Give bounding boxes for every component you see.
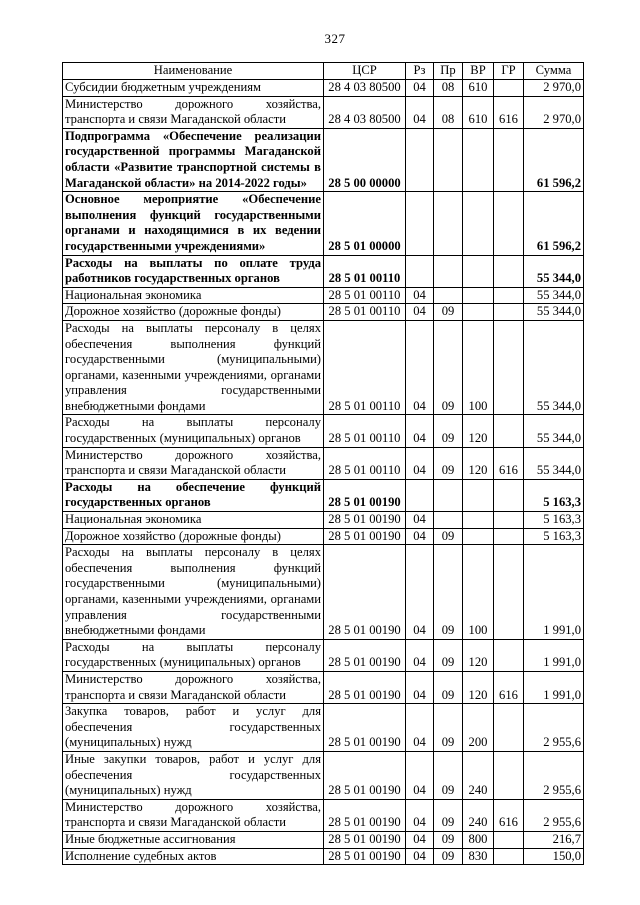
cell-sum: 1 991,0 [524, 639, 584, 671]
cell-vr: 800 [463, 831, 494, 848]
cell-rz: 04 [406, 512, 434, 529]
cell-csr: 28 5 01 00000 [324, 192, 406, 255]
cell-vr: 100 [463, 320, 494, 415]
cell-name: Исполнение судебных актов [63, 848, 324, 865]
cell-csr: 28 5 01 00190 [324, 639, 406, 671]
cell-vr [463, 304, 494, 321]
table-row [63, 831, 584, 848]
table-row [63, 528, 584, 545]
cell-pr: 09 [434, 320, 463, 415]
cell-csr: 28 4 03 80500 [324, 80, 406, 97]
cell-rz: 04 [406, 639, 434, 671]
cell-sum: 2 955,6 [524, 704, 584, 752]
cell-pr: 09 [434, 704, 463, 752]
column-header-2: Рз [406, 63, 434, 80]
cell-sum: 1 991,0 [524, 671, 584, 703]
cell-csr: 28 5 00 00000 [324, 128, 406, 191]
table-row [63, 80, 584, 97]
column-header-6: Сумма [524, 63, 584, 80]
cell-rz: 04 [406, 799, 434, 831]
table-row [63, 128, 584, 191]
cell-rz: 04 [406, 545, 434, 640]
cell-pr [434, 128, 463, 191]
cell-rz: 04 [406, 415, 434, 447]
cell-gr [494, 304, 524, 321]
cell-name: Расходы на выплаты персоналу в целях обеспечения выполнения функций государственными (муниципальными) органами, казенными учреждениями, органами управления государственными внебюджетными фондами [63, 320, 324, 415]
cell-gr [494, 479, 524, 511]
budget-table-body [63, 80, 584, 865]
cell-gr [494, 831, 524, 848]
cell-csr: 28 4 03 80500 [324, 96, 406, 128]
cell-name: Расходы на выплаты персоналу государственных (муниципальных) органов [63, 415, 324, 447]
cell-sum: 55 344,0 [524, 304, 584, 321]
cell-sum: 55 344,0 [524, 320, 584, 415]
cell-gr: 616 [494, 96, 524, 128]
table-row [63, 287, 584, 304]
table-row [63, 545, 584, 640]
cell-pr: 08 [434, 80, 463, 97]
cell-rz: 04 [406, 671, 434, 703]
cell-vr [463, 255, 494, 287]
table-row [63, 639, 584, 671]
cell-vr: 240 [463, 799, 494, 831]
cell-sum: 5 163,3 [524, 528, 584, 545]
cell-csr: 28 5 01 00110 [324, 287, 406, 304]
cell-rz: 04 [406, 447, 434, 479]
table-row [63, 799, 584, 831]
cell-name: Расходы на выплаты по оплате труда работников государственных органов [63, 255, 324, 287]
cell-sum: 2 970,0 [524, 96, 584, 128]
cell-vr: 240 [463, 751, 494, 799]
cell-gr [494, 128, 524, 191]
cell-vr: 120 [463, 447, 494, 479]
cell-rz: 04 [406, 304, 434, 321]
cell-vr: 610 [463, 80, 494, 97]
cell-vr [463, 192, 494, 255]
cell-name: Дорожное хозяйство (дорожные фонды) [63, 304, 324, 321]
cell-gr [494, 192, 524, 255]
cell-pr [434, 287, 463, 304]
cell-gr [494, 545, 524, 640]
cell-vr [463, 512, 494, 529]
cell-pr: 08 [434, 96, 463, 128]
cell-name: Субсидии бюджетным учреждениям [63, 80, 324, 97]
cell-name: Национальная экономика [63, 287, 324, 304]
cell-pr: 09 [434, 751, 463, 799]
cell-csr: 28 5 01 00190 [324, 528, 406, 545]
cell-sum: 55 344,0 [524, 255, 584, 287]
cell-sum: 5 163,3 [524, 512, 584, 529]
cell-sum: 55 344,0 [524, 447, 584, 479]
cell-rz: 04 [406, 848, 434, 865]
table-row [63, 848, 584, 865]
cell-csr: 28 5 01 00190 [324, 704, 406, 752]
cell-name: Расходы на обеспечение функций государственных органов [63, 479, 324, 511]
table-row [63, 415, 584, 447]
cell-name: Расходы на выплаты персоналу в целях обеспечения выполнения функций государственными (муниципальными) органами, казенными учреждениями, органами управления государственными внебюджетными фондами [63, 545, 324, 640]
cell-vr: 120 [463, 671, 494, 703]
cell-sum: 2 955,6 [524, 751, 584, 799]
cell-pr [434, 512, 463, 529]
cell-sum: 2 970,0 [524, 80, 584, 97]
cell-vr: 830 [463, 848, 494, 865]
column-header-4: ВР [463, 63, 494, 80]
cell-rz [406, 192, 434, 255]
cell-sum: 1 991,0 [524, 545, 584, 640]
cell-pr [434, 255, 463, 287]
cell-gr [494, 751, 524, 799]
cell-gr: 616 [494, 447, 524, 479]
cell-gr [494, 512, 524, 529]
cell-pr: 09 [434, 447, 463, 479]
column-header-0: Наименование [63, 63, 324, 80]
cell-pr: 09 [434, 671, 463, 703]
cell-name: Подпрограмма «Обеспечение реализации государственной программы Магаданской области «Развитие транспортной системы в Магаданской области» на 2014-2022 годы» [63, 128, 324, 191]
cell-csr: 28 5 01 00110 [324, 255, 406, 287]
cell-pr [434, 479, 463, 511]
cell-name: Иные закупки товаров, работ и услуг для обеспечения государственных (муниципальных) нужд [63, 751, 324, 799]
budget-table [62, 62, 584, 865]
cell-gr [494, 287, 524, 304]
table-row [63, 479, 584, 511]
cell-vr [463, 479, 494, 511]
column-header-5: ГР [494, 63, 524, 80]
cell-csr: 28 5 01 00190 [324, 831, 406, 848]
table-row [63, 447, 584, 479]
cell-gr [494, 848, 524, 865]
cell-gr [494, 415, 524, 447]
table-row [63, 320, 584, 415]
cell-name: Дорожное хозяйство (дорожные фонды) [63, 528, 324, 545]
cell-sum: 150,0 [524, 848, 584, 865]
table-row [63, 96, 584, 128]
cell-gr [494, 80, 524, 97]
cell-name: Иные бюджетные ассигнования [63, 831, 324, 848]
cell-name: Расходы на выплаты персоналу государственных (муниципальных) органов [63, 639, 324, 671]
page-number: 327 [324, 31, 346, 46]
cell-vr: 100 [463, 545, 494, 640]
cell-rz [406, 255, 434, 287]
cell-csr: 28 5 01 00110 [324, 320, 406, 415]
cell-csr: 28 5 01 00110 [324, 304, 406, 321]
cell-rz: 04 [406, 831, 434, 848]
cell-name: Министерство дорожного хозяйства, транспорта и связи Магаданской области [63, 96, 324, 128]
budget-table-header [63, 63, 584, 80]
table-row [63, 192, 584, 255]
cell-gr: 616 [494, 671, 524, 703]
cell-vr: 120 [463, 639, 494, 671]
cell-pr: 09 [434, 831, 463, 848]
cell-csr: 28 5 01 00190 [324, 799, 406, 831]
cell-rz [406, 479, 434, 511]
cell-pr [434, 192, 463, 255]
cell-rz: 04 [406, 320, 434, 415]
cell-rz: 04 [406, 287, 434, 304]
cell-csr: 28 5 01 00190 [324, 479, 406, 511]
cell-gr [494, 639, 524, 671]
table-row [63, 671, 584, 703]
cell-vr: 120 [463, 415, 494, 447]
table-row [63, 255, 584, 287]
cell-name: Закупка товаров, работ и услуг для обеспечения государственных (муниципальных) нужд [63, 704, 324, 752]
cell-vr [463, 128, 494, 191]
header-row [63, 63, 584, 80]
cell-pr: 09 [434, 415, 463, 447]
cell-csr: 28 5 01 00110 [324, 415, 406, 447]
cell-sum: 55 344,0 [524, 415, 584, 447]
cell-pr: 09 [434, 528, 463, 545]
table-row [63, 751, 584, 799]
cell-vr: 200 [463, 704, 494, 752]
column-header-1: ЦСР [324, 63, 406, 80]
cell-csr: 28 5 01 00190 [324, 751, 406, 799]
cell-gr [494, 528, 524, 545]
cell-gr [494, 704, 524, 752]
table-row [63, 704, 584, 752]
cell-rz: 04 [406, 96, 434, 128]
cell-csr: 28 5 01 00110 [324, 447, 406, 479]
cell-pr: 09 [434, 639, 463, 671]
cell-sum: 61 596,2 [524, 192, 584, 255]
cell-csr: 28 5 01 00190 [324, 671, 406, 703]
cell-vr [463, 287, 494, 304]
cell-sum: 55 344,0 [524, 287, 584, 304]
cell-pr: 09 [434, 545, 463, 640]
cell-vr [463, 528, 494, 545]
cell-rz: 04 [406, 528, 434, 545]
cell-sum: 2 955,6 [524, 799, 584, 831]
cell-csr: 28 5 01 00190 [324, 512, 406, 529]
cell-sum: 5 163,3 [524, 479, 584, 511]
cell-name: Основное мероприятие «Обеспечение выполнения функций государственными органами и находящимися в их ведении государственными учреждениями» [63, 192, 324, 255]
cell-rz: 04 [406, 704, 434, 752]
cell-name: Министерство дорожного хозяйства, транспорта и связи Магаданской области [63, 799, 324, 831]
cell-rz [406, 128, 434, 191]
cell-name: Национальная экономика [63, 512, 324, 529]
column-header-3: Пр [434, 63, 463, 80]
cell-pr: 09 [434, 848, 463, 865]
table-row [63, 304, 584, 321]
cell-rz: 04 [406, 751, 434, 799]
cell-sum: 61 596,2 [524, 128, 584, 191]
cell-rz: 04 [406, 80, 434, 97]
cell-name: Министерство дорожного хозяйства, транспорта и связи Магаданской области [63, 447, 324, 479]
cell-pr: 09 [434, 304, 463, 321]
cell-sum: 216,7 [524, 831, 584, 848]
cell-gr [494, 320, 524, 415]
cell-name: Министерство дорожного хозяйства, транспорта и связи Магаданской области [63, 671, 324, 703]
cell-gr: 616 [494, 799, 524, 831]
table-row [63, 512, 584, 529]
cell-gr [494, 255, 524, 287]
cell-vr: 610 [463, 96, 494, 128]
cell-csr: 28 5 01 00190 [324, 848, 406, 865]
cell-pr: 09 [434, 799, 463, 831]
cell-csr: 28 5 01 00190 [324, 545, 406, 640]
